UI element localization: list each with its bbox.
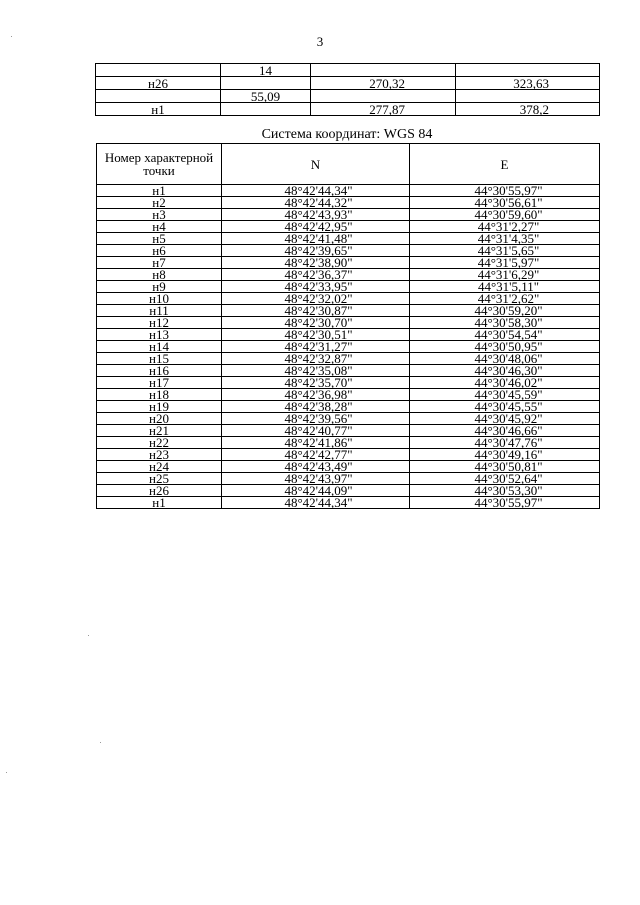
longitude-cell: 44°31'6,29" [410, 269, 600, 281]
latitude-cell: 48°42'33,95" [222, 281, 410, 293]
latitude-cell: 48°42'44,34" [222, 185, 410, 197]
point-number-cell: н14 [97, 341, 222, 353]
point-number-cell: н23 [97, 449, 222, 461]
longitude-cell: 44°30'55,97" [410, 497, 600, 509]
longitude-cell: 44°31'5,65" [410, 245, 600, 257]
latitude-cell: 48°42'36,98" [222, 389, 410, 401]
longitude-cell: 44°30'52,64" [410, 473, 600, 485]
x-cell: 277,87 [311, 103, 456, 116]
table-row [96, 90, 600, 103]
latitude-cell: 48°42'38,90" [222, 257, 410, 269]
longitude-cell: 44°30'47,76" [410, 437, 600, 449]
scan-speck [100, 742, 101, 743]
point-number-cell: н21 [97, 425, 222, 437]
latitude-cell: 48°42'35,70" [222, 377, 410, 389]
point-number-cell: н9 [97, 281, 222, 293]
point-number-cell: н11 [97, 305, 222, 317]
distance-table-continuation [95, 63, 600, 116]
point-number-cell: н2 [97, 197, 222, 209]
longitude-cell: 44°31'5,11" [410, 281, 600, 293]
table-row [96, 77, 600, 90]
y-cell [456, 64, 600, 77]
point-cell: н26 [96, 77, 221, 90]
longitude-cell: 44°31'2,27" [410, 221, 600, 233]
longitude-cell: 44°30'50,81" [410, 461, 600, 473]
latitude-cell: 48°42'41,86" [222, 437, 410, 449]
longitude-cell: 44°30'59,60" [410, 209, 600, 221]
longitude-cell: 44°30'45,92" [410, 413, 600, 425]
point-number-cell: н1 [97, 497, 222, 509]
latitude-cell: 48°42'42,95" [222, 221, 410, 233]
coordinate-system-title: Система координат: WGS 84 [261, 127, 433, 142]
latitude-cell: 48°42'30,87" [222, 305, 410, 317]
latitude-cell: 48°42'32,87" [222, 353, 410, 365]
longitude-cell: 44°30'55,97" [410, 185, 600, 197]
point-number-cell: н3 [97, 209, 222, 221]
segment-cell: 14 [221, 64, 311, 77]
x-cell: 270,32 [311, 77, 456, 90]
latitude-cell: 48°42'44,34" [222, 497, 410, 509]
longitude-cell: 44°30'46,66" [410, 425, 600, 437]
latitude-cell: 48°42'31,27" [222, 341, 410, 353]
longitude-cell: 44°30'50,95" [410, 341, 600, 353]
point-number-cell: н7 [97, 257, 222, 269]
point-number-cell: н20 [97, 413, 222, 425]
table-row [96, 103, 600, 116]
point-number-cell: н25 [97, 473, 222, 485]
x-cell [311, 64, 456, 77]
x-cell [311, 90, 456, 103]
point-number-cell: н8 [97, 269, 222, 281]
coordinates-table [96, 143, 600, 509]
point-cell [96, 90, 221, 103]
longitude-cell: 44°30'48,06" [410, 353, 600, 365]
scan-speck [6, 772, 7, 773]
longitude-cell: 44°30'59,20" [410, 305, 600, 317]
point-number-cell: н24 [97, 461, 222, 473]
latitude-cell: 48°42'43,93" [222, 209, 410, 221]
y-cell: 378,2 [456, 103, 600, 116]
point-number-cell: н15 [97, 353, 222, 365]
longitude-cell: 44°30'58,30" [410, 317, 600, 329]
point-number-cell: н6 [97, 245, 222, 257]
scan-speck [88, 635, 89, 636]
longitude-cell: 44°30'45,55" [410, 401, 600, 413]
segment-cell [221, 103, 311, 116]
table-header-row [97, 144, 600, 185]
point-number-cell: н1 [97, 185, 222, 197]
y-cell: 323,63 [456, 77, 600, 90]
point-number-cell: н10 [97, 293, 222, 305]
longitude-cell: 44°31'2,62" [410, 293, 600, 305]
longitude-cell: 44°31'5,97" [410, 257, 600, 269]
latitude-cell: 48°42'32,02" [222, 293, 410, 305]
scan-speck [11, 36, 12, 37]
point-number-cell: н17 [97, 377, 222, 389]
latitude-cell: 48°42'36,37" [222, 269, 410, 281]
latitude-cell: 48°42'39,65" [222, 245, 410, 257]
latitude-cell: 48°42'44,09" [222, 485, 410, 497]
latitude-cell: 48°42'38,28" [222, 401, 410, 413]
point-cell [96, 64, 221, 77]
segment-cell: 55,09 [221, 90, 311, 103]
point-number-cell: н12 [97, 317, 222, 329]
point-cell: н1 [96, 103, 221, 116]
longitude-cell: 44°31'4,35" [410, 233, 600, 245]
latitude-cell: 48°42'30,70" [222, 317, 410, 329]
header-point-number: Номер характерной точки [97, 144, 222, 185]
point-number-cell: н22 [97, 437, 222, 449]
longitude-cell: 44°30'45,59" [410, 389, 600, 401]
longitude-cell: 44°30'46,02" [410, 377, 600, 389]
point-number-cell: н5 [97, 233, 222, 245]
longitude-cell: 44°30'49,16" [410, 449, 600, 461]
header-n: N [222, 144, 410, 185]
latitude-cell: 48°42'39,56" [222, 413, 410, 425]
y-cell [456, 90, 600, 103]
table-row [97, 497, 600, 509]
latitude-cell: 48°42'43,49" [222, 461, 410, 473]
page-number: 3 [316, 34, 324, 49]
latitude-cell: 48°42'35,08" [222, 365, 410, 377]
longitude-cell: 44°30'46,30" [410, 365, 600, 377]
latitude-cell: 48°42'43,97" [222, 473, 410, 485]
latitude-cell: 48°42'44,32" [222, 197, 410, 209]
latitude-cell: 48°42'30,51" [222, 329, 410, 341]
point-number-cell: н16 [97, 365, 222, 377]
point-number-cell: н19 [97, 401, 222, 413]
longitude-cell: 44°30'53,30" [410, 485, 600, 497]
point-number-cell: н13 [97, 329, 222, 341]
point-number-cell: н26 [97, 485, 222, 497]
table-row [96, 64, 600, 77]
header-e: E [410, 144, 600, 185]
segment-cell [221, 77, 311, 90]
latitude-cell: 48°42'41,48" [222, 233, 410, 245]
point-number-cell: н4 [97, 221, 222, 233]
longitude-cell: 44°30'56,61" [410, 197, 600, 209]
latitude-cell: 48°42'42,77" [222, 449, 410, 461]
longitude-cell: 44°30'54,54" [410, 329, 600, 341]
latitude-cell: 48°42'40,77" [222, 425, 410, 437]
point-number-cell: н18 [97, 389, 222, 401]
